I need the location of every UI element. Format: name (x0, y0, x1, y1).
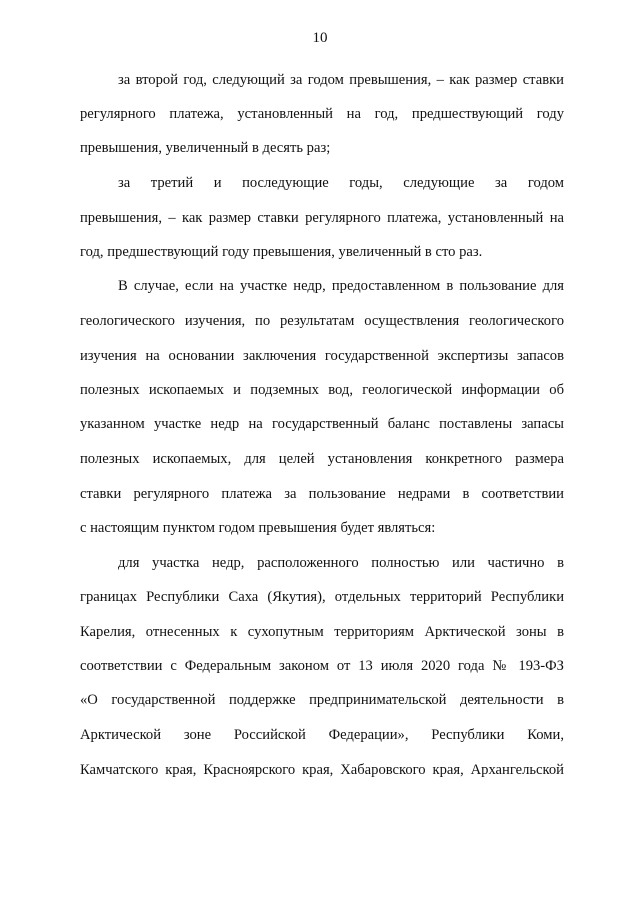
text-line: полезных ископаемых и подземных вод, геологической информации об (80, 382, 564, 398)
text-line: для участка недр, расположенного полностью или частично в (118, 555, 564, 571)
text-line: за второй год, следующий за годом превышения, – как размер ставки (118, 72, 564, 88)
text-line: регулярного платежа, установленный на год, предшествующий году (80, 106, 564, 122)
text-line: геологического изучения, по результатам осуществления геологического (80, 313, 564, 329)
text-line: превышения, – как размер ставки регулярного платежа, установленный на (80, 210, 564, 226)
text-line: год, предшествующий году превышения, увеличенный в сто раз. (80, 244, 483, 260)
page-number: 10 (312, 30, 328, 46)
text-line: Камчатского края, Красноярского края, Хабаровского края, Архангельской (80, 762, 564, 778)
text-line: полезных ископаемых, для целей установления конкретного размера (80, 451, 564, 467)
text-line: «О государственной поддержке предпринимательской деятельности в (80, 692, 564, 708)
text-line: превышения, увеличенный в десять раз; (80, 140, 331, 156)
text-line: указанном участке недр на государственный баланс поставлены запасы (80, 416, 564, 432)
text-line: Арктической зоне Российской Федерации», Республики Коми, (80, 727, 564, 743)
text-line: В случае, если на участке недр, предоставленном в пользование для (118, 278, 564, 294)
text-line: соответствии с Федеральным законом от 13 июля 2020 года № 193-ФЗ (80, 658, 564, 674)
text-line: изучения на основании заключения государственной экспертизы запасов (80, 348, 564, 364)
text-line: с настоящим пунктом годом превышения будет являться: (80, 520, 436, 536)
text-line: Карелия, отнесенных к сухопутным территориям Арктической зоны в (80, 624, 564, 640)
text-line: границах Республики Саха (Якутия), отдельных территорий Республики (80, 589, 564, 605)
text-line: за третий и последующие годы, следующие за годом (118, 175, 564, 191)
text-line: ставки регулярного платежа за пользование недрами в соответствии (80, 486, 564, 502)
